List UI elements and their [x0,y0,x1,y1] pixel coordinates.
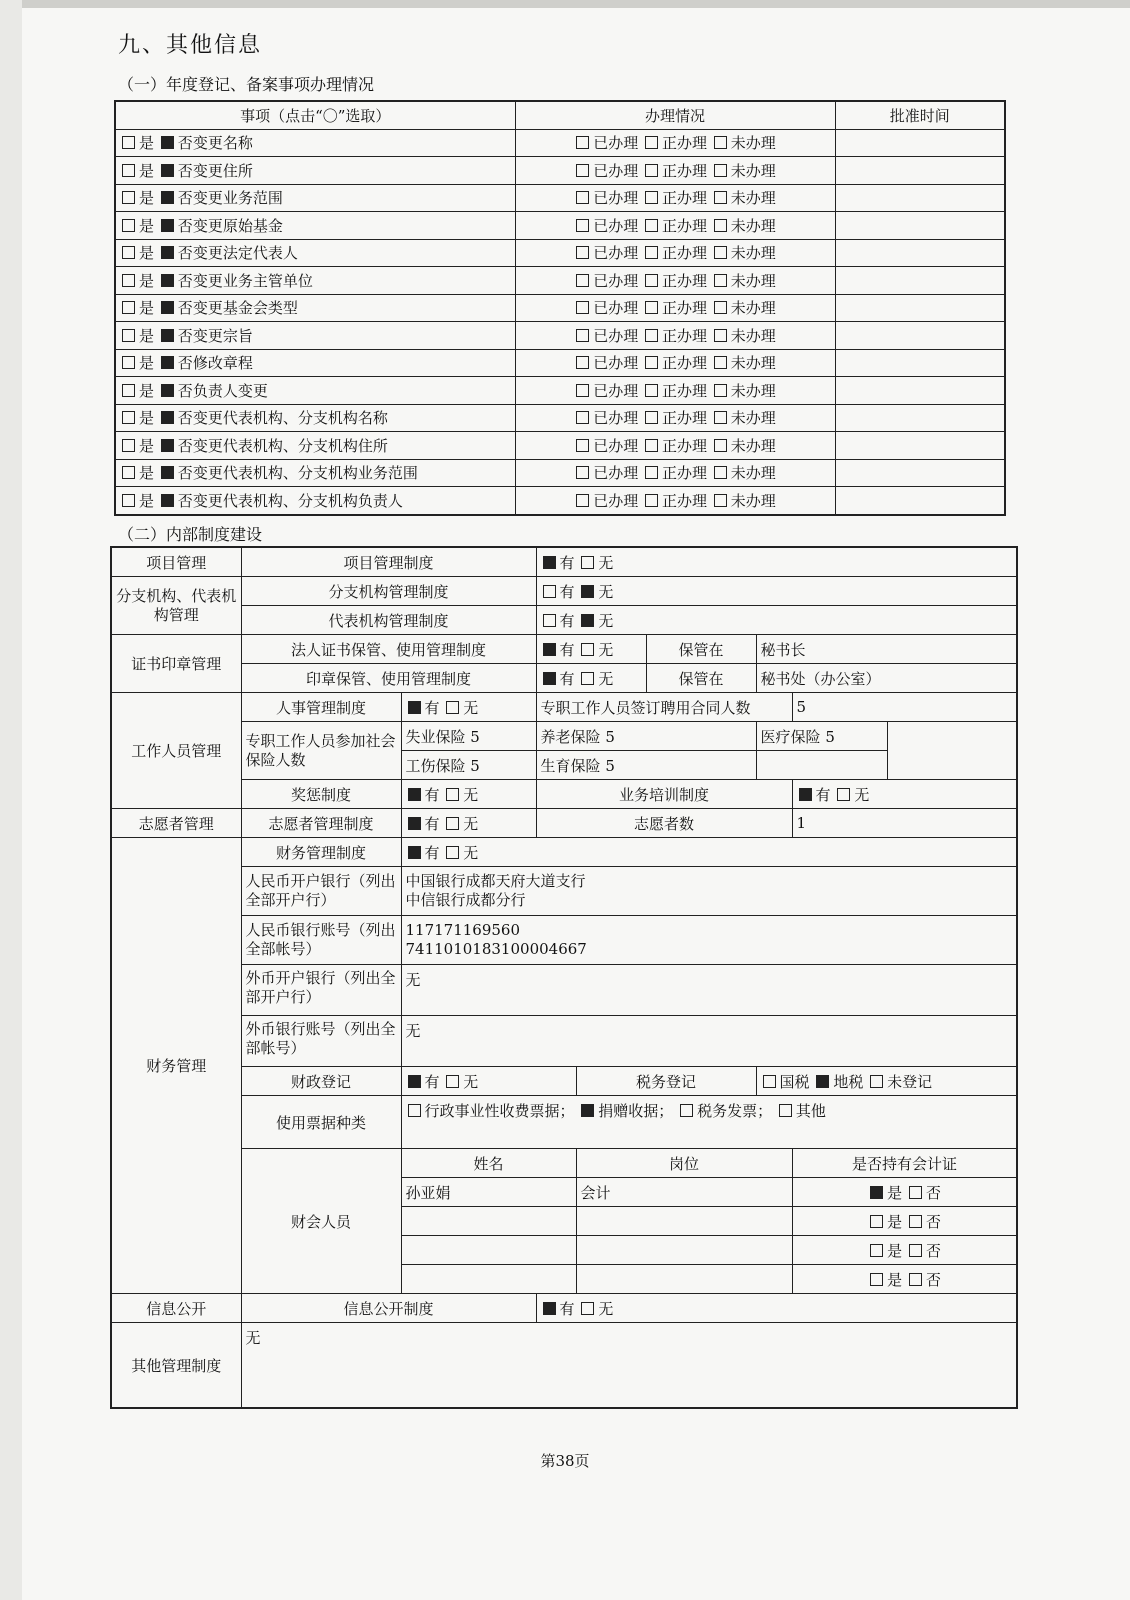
status-pending-box[interactable] [714,329,727,342]
injury-cell[interactable]: 工伤保险 5 [401,751,536,780]
registration-item[interactable] [115,404,515,432]
registration-item[interactable] [115,377,515,405]
item-label: 变更名称 [192,134,253,153]
contract-label: 专职工作人员签订聘用合同人数 [536,693,792,722]
no-prefix: 否 [177,409,193,428]
yes-label: 是 [139,354,155,373]
fs-cert[interactable]: 是 否 [792,1178,1017,1207]
registration-row [115,459,1005,487]
yes-box[interactable] [122,164,135,177]
section-title: 九、其他信息 [118,33,263,58]
status-done-box[interactable] [576,411,589,424]
yes-box[interactable] [122,384,135,397]
no-box[interactable] [161,301,174,314]
status-pending-box[interactable] [714,494,727,507]
cat-seal: 证书印章管理 [111,635,241,693]
approval-time[interactable] [835,487,1005,515]
no-box[interactable] [161,274,174,287]
rep-label: 代表机构管理制度 [241,606,536,635]
disclosure-none-box[interactable] [581,1302,594,1315]
fiscal-label: 财政登记 [241,1067,401,1096]
project-label: 项目管理制度 [241,547,536,577]
item-label: 变更代表机构、分支机构业务范围 [192,464,418,483]
yes-label: 是 [139,299,155,318]
fiscal-none-box[interactable] [446,1075,459,1088]
status-done-box[interactable] [576,301,589,314]
approval-time[interactable] [835,184,1005,212]
status-done-box[interactable] [576,219,589,232]
seal-kept-label: 保管在 [646,664,756,693]
registration-status[interactable]: 已办理 正办理 未办理 [515,349,835,377]
status-pending-box[interactable] [714,466,727,479]
fs-cert-no-box[interactable] [909,1186,922,1199]
cert-choice[interactable]: 有 无 [536,635,646,664]
no-prefix: 否 [177,464,193,483]
registration-item[interactable] [115,129,515,157]
fiscal-choice[interactable]: 有 无 [401,1067,576,1096]
status-done-box[interactable] [576,329,589,342]
project-choice[interactable]: 有 无 [536,547,1017,577]
page-number: 第38页 [540,1452,590,1470]
rmb-bank-label: 人民币开户银行（列出全部开户行） [241,867,401,916]
fs-post[interactable] [576,1265,792,1294]
status-inprogress-box[interactable] [645,274,658,287]
cat-staff: 工作人员管理 [111,693,241,809]
no-box[interactable] [161,494,174,507]
fs-name[interactable] [401,1207,576,1236]
registration-status[interactable]: 已办理 正办理 未办理 [515,322,835,350]
fs-cert[interactable]: 是 否 [792,1207,1017,1236]
part2-title: （二）内部制度建设 [118,525,263,544]
tax-none-box[interactable] [870,1075,883,1088]
approval-time[interactable] [835,157,1005,185]
fx-bank-value[interactable]: 无 [401,965,1017,1016]
approval-time[interactable] [835,294,1005,322]
cat-branch: 分支机构、代表机构管理 [111,577,241,635]
fs-name[interactable]: 孙亚娟 [401,1178,576,1207]
status-inprogress-box[interactable] [645,439,658,452]
registration-item[interactable] [115,212,515,240]
cert-label: 法人证书保管、使用管理制度 [241,635,536,664]
approval-time[interactable] [835,432,1005,460]
disclosure-label: 信息公开制度 [241,1294,536,1323]
fs-cert-yes-box[interactable] [870,1273,883,1286]
no-prefix: 否 [177,271,193,290]
registration-item[interactable] [115,267,515,295]
registration-row [115,239,1005,267]
rep-none-box[interactable] [581,614,594,627]
cat-volunteer: 志愿者管理 [111,809,241,838]
seal-label: 印章保管、使用管理制度 [241,664,536,693]
reward-label: 奖惩制度 [241,780,401,809]
training-label: 业务培训制度 [536,780,792,809]
item-label: 变更业务主管单位 [192,271,313,290]
registration-row [115,404,1005,432]
item-label: 负责人变更 [192,381,268,400]
fs-header-post: 岗位 [576,1149,792,1178]
registration-item[interactable] [115,294,515,322]
receipt-admin-box[interactable] [408,1104,421,1117]
fs-header-cert: 是否持有会计证 [792,1149,1017,1178]
yes-label: 是 [139,464,155,483]
insurance-label: 专职工作人员参加社会保险人数 [241,722,401,780]
header-item: 事项（点击“〇”选取） [115,101,515,129]
status-pending-box[interactable] [714,219,727,232]
status-inprogress-box[interactable] [645,384,658,397]
training-choice[interactable]: 有 无 [792,780,1017,809]
finance-none-box[interactable] [446,846,459,859]
rmb-bank-value[interactable]: 中国银行成都天府大道支行 中信银行成都分行 [401,867,1017,916]
registration-status[interactable]: 已办理 正办理 未办理 [515,212,835,240]
status-inprogress-box[interactable] [645,494,658,507]
approval-time[interactable] [835,404,1005,432]
item-label: 变更业务范围 [192,189,283,208]
volunteer-label: 志愿者管理制度 [241,809,401,838]
disclosure-have-box[interactable] [543,1302,556,1315]
item-label: 变更住所 [192,161,253,180]
status-done-box[interactable] [576,274,589,287]
fx-account-value[interactable]: 无 [401,1016,1017,1067]
unemployment-cell[interactable]: 失业保险 5 [401,722,536,751]
disclosure-choice[interactable]: 有 无 [536,1294,1017,1323]
status-inprogress-box[interactable] [645,466,658,479]
status-inprogress-box[interactable] [645,246,658,259]
status-done-box[interactable] [576,136,589,149]
registration-row [115,377,1005,405]
branch-none-box[interactable] [581,585,594,598]
cert-kept-label: 保管在 [646,635,756,664]
registration-status[interactable]: 已办理 正办理 未办理 [515,459,835,487]
status-done-box[interactable] [576,164,589,177]
cat-project: 项目管理 [111,547,241,577]
scan-top-shadow [0,0,1130,8]
no-box[interactable] [161,329,174,342]
registration-item[interactable] [115,432,515,460]
branch-have-box[interactable] [543,585,556,598]
registration-status[interactable]: 已办理 正办理 未办理 [515,294,835,322]
status-pending-box[interactable] [714,384,727,397]
no-prefix: 否 [177,326,193,345]
fs-cert-no-box[interactable] [909,1244,922,1257]
yes-box[interactable] [122,356,135,369]
approval-time[interactable] [835,239,1005,267]
registration-row [115,157,1005,185]
status-pending-box[interactable] [714,301,727,314]
hr-have-box[interactable] [408,701,421,714]
no-prefix: 否 [177,436,193,455]
item-label: 变更代表机构、分支机构名称 [192,409,388,428]
no-prefix: 否 [177,244,193,263]
cert-kept-value[interactable]: 秘书长 [756,635,1017,664]
header-time: 批准时间 [835,101,1005,129]
yes-box[interactable] [122,191,135,204]
status-done-box[interactable] [576,384,589,397]
cat-other: 其他管理制度 [111,1323,241,1409]
no-prefix: 否 [177,299,193,318]
approval-time[interactable] [835,212,1005,240]
finance-staff-label: 财会人员 [241,1149,401,1294]
other-value[interactable]: 无 [241,1323,1017,1409]
status-inprogress-box[interactable] [645,191,658,204]
registration-status[interactable]: 已办理 正办理 未办理 [515,129,835,157]
no-prefix: 否 [177,134,193,153]
yes-label: 是 [139,409,155,428]
reward-have-box[interactable] [408,788,421,801]
status-inprogress-box[interactable] [645,136,658,149]
yes-label: 是 [139,216,155,235]
status-inprogress-box[interactable] [645,356,658,369]
project-none-box[interactable] [581,556,594,569]
finance-system-choice[interactable]: 有 无 [401,838,1017,867]
receipt-tax-box[interactable] [680,1104,693,1117]
registration-row [115,267,1005,295]
fx-bank-label: 外币开户银行（列出全部开户行） [241,965,401,1016]
status-inprogress-box[interactable] [645,301,658,314]
receipt-donation-box[interactable] [581,1104,594,1117]
registration-item[interactable] [115,459,515,487]
volunteer-have-box[interactable] [408,817,421,830]
branch-label: 分支机构管理制度 [241,577,536,606]
no-prefix: 否 [177,161,193,180]
registration-status[interactable]: 已办理 正办理 未办理 [515,157,835,185]
status-done-box[interactable] [576,494,589,507]
fx-account-label: 外币银行账号（列出全部帐号） [241,1016,401,1067]
registration-row [115,129,1005,157]
status-pending-box[interactable] [714,439,727,452]
rep-have-box[interactable] [543,614,556,627]
reward-none-box[interactable] [446,788,459,801]
part1-title: （一）年度登记、备案事项办理情况 [118,75,375,94]
yes-box[interactable] [122,411,135,424]
volunteer-count[interactable]: 1 [792,809,1017,838]
volunteer-none-box[interactable] [446,817,459,830]
contract-count[interactable]: 5 [792,693,1017,722]
tax-state-box[interactable] [763,1075,776,1088]
maternity-cell[interactable]: 生育保险 5 [536,751,756,780]
receipt-label: 使用票据种类 [241,1096,401,1149]
medical-cell[interactable]: 医疗保险 5 [756,722,887,751]
yes-box[interactable] [122,136,135,149]
yes-box[interactable] [122,494,135,507]
registration-status[interactable]: 已办理 正办理 未办理 [515,404,835,432]
reward-choice[interactable]: 有 无 [401,780,536,809]
registration-row [115,184,1005,212]
registration-status[interactable]: 已办理 正办理 未办理 [515,239,835,267]
rep-choice[interactable]: 有 无 [536,606,1017,635]
yes-box[interactable] [122,466,135,479]
status-pending-box[interactable] [714,274,727,287]
yes-box[interactable] [122,274,135,287]
item-label: 变更法定代表人 [192,244,298,263]
yes-label: 是 [139,244,155,263]
seal-kept-value[interactable]: 秘书处（办公室） [756,664,1017,693]
pension-cell[interactable]: 养老保险 5 [536,722,756,751]
rmb-account-value[interactable]: 117171169560 7411010183100004667 [401,916,1017,965]
status-pending-box[interactable] [714,356,727,369]
approval-time[interactable] [835,377,1005,405]
finance-system-label: 财务管理制度 [241,838,401,867]
fs-header-name: 姓名 [401,1149,576,1178]
hr-none-box[interactable] [446,701,459,714]
status-inprogress-box[interactable] [645,219,658,232]
no-prefix: 否 [177,189,193,208]
no-prefix: 否 [177,354,193,373]
yes-box[interactable] [122,246,135,259]
item-label: 变更代表机构、分支机构住所 [192,436,388,455]
tax-choice[interactable]: 国税 地税 未登记 [756,1067,1017,1096]
no-box[interactable] [161,466,174,479]
yes-label: 是 [139,491,155,510]
fs-cert-no-box[interactable] [909,1273,922,1286]
fs-name[interactable] [401,1236,576,1265]
no-box[interactable] [161,136,174,149]
fs-cert-yes-box[interactable] [870,1215,883,1228]
training-have-box[interactable] [799,788,812,801]
status-pending-box[interactable] [714,164,727,177]
hr-label: 人事管理制度 [241,693,401,722]
fs-post[interactable] [576,1207,792,1236]
yes-box[interactable] [122,439,135,452]
cert-have-box[interactable] [543,643,556,656]
status-pending-box[interactable] [714,136,727,149]
no-box[interactable] [161,439,174,452]
seal-none-box[interactable] [581,672,594,685]
no-prefix: 否 [177,216,193,235]
finance-have-box[interactable] [408,846,421,859]
status-done-box[interactable] [576,191,589,204]
approval-time[interactable] [835,129,1005,157]
registration-table [114,100,1006,516]
yes-label: 是 [139,381,155,400]
registration-item[interactable] [115,322,515,350]
cat-finance: 财务管理 [111,838,241,1294]
rmb-account-label: 人民币银行账号（列出全部帐号） [241,916,401,965]
fs-post[interactable] [576,1236,792,1265]
item-label: 变更基金会类型 [192,299,298,318]
yes-label: 是 [139,326,155,345]
yes-box[interactable] [122,219,135,232]
item-label: 变更原始基金 [192,216,283,235]
status-done-box[interactable] [576,439,589,452]
status-pending-box[interactable] [714,191,727,204]
registration-item[interactable] [115,487,515,515]
no-box[interactable] [161,191,174,204]
item-label: 修改章程 [192,354,253,373]
registration-item[interactable] [115,157,515,185]
item-label: 变更宗旨 [192,326,253,345]
registration-status[interactable]: 已办理 正办理 未办理 [515,432,835,460]
status-done-box[interactable] [576,356,589,369]
approval-time[interactable] [835,267,1005,295]
tax-label: 税务登记 [576,1067,756,1096]
hr-choice[interactable]: 有 无 [401,693,536,722]
registration-row [115,294,1005,322]
cert-none-box[interactable] [581,643,594,656]
no-box[interactable] [161,219,174,232]
fs-cert-yes-box[interactable] [870,1186,883,1199]
registration-row [115,322,1005,350]
header-status: 办理情况 [515,101,835,129]
yes-label: 是 [139,134,155,153]
tax-local-box[interactable] [816,1075,829,1088]
no-box[interactable] [161,164,174,177]
training-none-box[interactable] [837,788,850,801]
fs-cert[interactable]: 是 否 [792,1265,1017,1294]
no-box[interactable] [161,356,174,369]
receipt-other-box[interactable] [779,1104,792,1117]
yes-label: 是 [139,436,155,455]
no-box[interactable] [161,411,174,424]
registration-row [115,487,1005,515]
registration-status[interactable]: 已办理 正办理 未办理 [515,267,835,295]
status-pending-box[interactable] [714,246,727,259]
status-inprogress-box[interactable] [645,411,658,424]
receipt-choice[interactable]: 行政事业性收费票据； 捐赠收据； 税务发票； 其他 [401,1096,1017,1149]
no-prefix: 否 [177,381,193,400]
project-have-box[interactable] [543,556,556,569]
seal-have-box[interactable] [543,672,556,685]
fiscal-have-box[interactable] [408,1075,421,1088]
no-prefix: 否 [177,491,193,510]
yes-label: 是 [139,161,155,180]
fs-post[interactable]: 会计 [576,1178,792,1207]
yes-box[interactable] [122,301,135,314]
yes-label: 是 [139,271,155,290]
yes-box[interactable] [122,329,135,342]
status-done-box[interactable] [576,246,589,259]
registration-item[interactable] [115,184,515,212]
registration-row [115,432,1005,460]
fs-cert-no-box[interactable] [909,1215,922,1228]
yes-label: 是 [139,189,155,208]
approval-time[interactable] [835,349,1005,377]
registration-status[interactable]: 已办理 正办理 未办理 [515,487,835,515]
fs-name[interactable] [401,1265,576,1294]
fs-cert-yes-box[interactable] [870,1244,883,1257]
registration-item[interactable] [115,349,515,377]
registration-status[interactable]: 已办理 正办理 未办理 [515,184,835,212]
fs-cert[interactable]: 是 否 [792,1236,1017,1265]
seal-choice[interactable]: 有 无 [536,664,646,693]
volunteer-count-label: 志愿者数 [536,809,792,838]
registration-item[interactable] [115,239,515,267]
approval-time[interactable] [835,459,1005,487]
registration-status[interactable]: 已办理 正办理 未办理 [515,377,835,405]
approval-time[interactable] [835,322,1005,350]
internal-system-table [110,546,1018,1409]
scan-left-edge [0,0,22,1600]
status-inprogress-box[interactable] [645,329,658,342]
volunteer-choice[interactable]: 有 无 [401,809,536,838]
registration-row [115,212,1005,240]
registration-rows [115,129,1005,515]
status-inprogress-box[interactable] [645,164,658,177]
branch-choice[interactable]: 有 无 [536,577,1017,606]
status-pending-box[interactable] [714,411,727,424]
item-label: 变更代表机构、分支机构负责人 [192,491,403,510]
no-box[interactable] [161,384,174,397]
status-done-box[interactable] [576,466,589,479]
cat-disclosure: 信息公开 [111,1294,241,1323]
insurance-blank [756,751,887,780]
registration-row [115,349,1005,377]
no-box[interactable] [161,246,174,259]
